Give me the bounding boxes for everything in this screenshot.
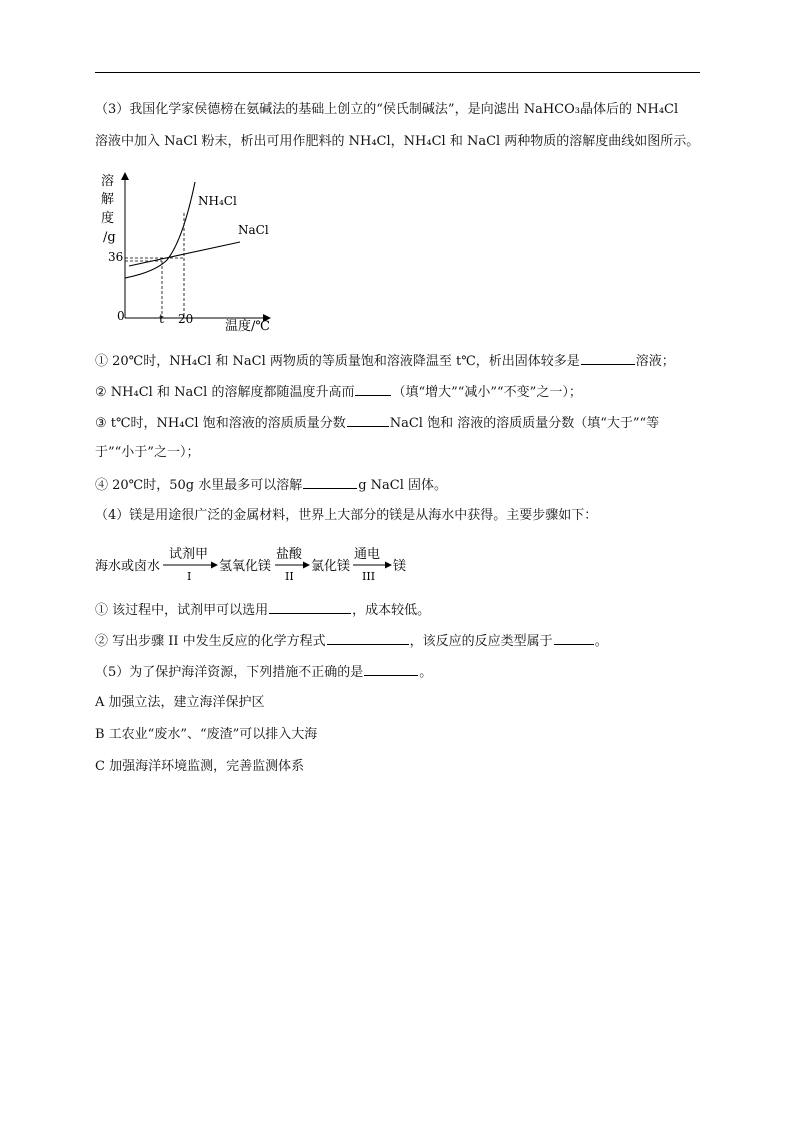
x-label: 温度/℃ (225, 319, 270, 334)
flow-reagent-3: 通电 (354, 547, 381, 562)
answer-blank-8[interactable] (364, 662, 418, 676)
magnesium-flow-diagram (95, 543, 425, 588)
flow-step-3: III (362, 570, 376, 583)
y-label-4: /g (103, 230, 116, 245)
q4-item-2-tail: 。 (594, 634, 608, 649)
q5-option-b: B 工农业“废水”、“废渣”可以排入大海 (95, 727, 318, 742)
series-nh4cl-curve (125, 182, 195, 278)
x-tick-t: t (159, 312, 164, 326)
flow-step-1: I (187, 570, 192, 583)
legend-nacl: NaCl (238, 223, 269, 237)
answer-blank-7[interactable] (554, 631, 594, 645)
flow-node-2: 氢氧化镁 (219, 559, 272, 574)
q3-item-2-text: ② NH₄Cl 和 NaCl 的溶解度都随温度升高而 (95, 385, 355, 400)
q3-item-2 (95, 382, 582, 402)
q4-item-2 (95, 631, 608, 651)
x-tick-20: 20 (178, 312, 194, 326)
q5-option-c: C 加强海洋环境监测，完善监测体系 (95, 759, 305, 774)
answer-blank-4[interactable] (303, 475, 357, 489)
answer-blank-6[interactable] (327, 631, 409, 645)
q3-item-1 (95, 351, 675, 371)
q3-intro-line1: （3）我国化学家侯德榜在氨碱法的基础上创立的“侯氏制碱法”，是向滤出 NaHCO₃晶体后的 NH₄Cl (95, 102, 679, 117)
series-nacl-curve (129, 242, 240, 266)
y-label-1: 溶 (101, 174, 115, 189)
q3-intro-line2: 溶液中加入 NaCl 粉末，析出可用作肥料的 NH₄Cl，NH₄Cl 和 NaCl 两种物质的溶解度曲线如图所示。 (95, 134, 700, 149)
answer-blank-5[interactable] (269, 600, 351, 614)
q3-item-2-tail: （填“增大”“减小”“不变”之一）； (392, 385, 582, 400)
answer-blank-1[interactable] (581, 351, 635, 365)
q3-item-3-text: ③ t℃时，NH₄Cl 饱和溶液的溶质质量分数 (95, 416, 346, 431)
solubility-chart (95, 170, 295, 340)
q3-item-1-text: ① 20℃时，NH₄Cl 和 NaCl 两物质的等质量饱和溶液降温至 t℃，析出固体较多是 (95, 354, 580, 369)
answer-blank-3[interactable] (347, 413, 389, 427)
q5-option-a: A 加强立法，建立海洋保护区 (95, 695, 265, 710)
q3-item-4 (95, 475, 447, 495)
q4-item-1-tail: ，成本较低。 (352, 603, 431, 618)
q4-item-1 (95, 600, 430, 620)
flow-node-4: 镁 (393, 559, 407, 574)
q3-item-3 (95, 413, 659, 433)
q4-item-1-text: ① 该过程中，试剂甲可以选用 (95, 603, 269, 618)
flow-node-3: 氯化镁 (311, 559, 351, 574)
q4-intro: （4）镁是用途很广泛的金属材料，世界上大部分的镁是从海水中获得。主要步骤如下： (95, 508, 598, 523)
header-rule (95, 72, 700, 73)
q4-item-2-text: ② 写出步骤 II 中发生反应的化学方程式 (95, 634, 326, 649)
flow-step-2: II (285, 570, 294, 583)
answer-blank-2[interactable] (355, 382, 391, 396)
flow-reagent-1: 试剂甲 (169, 547, 209, 562)
q4-item-2-mid: ，该反应的反应类型属于 (409, 634, 553, 649)
q3-item-3-cont: 于”“小于”之一）； (95, 445, 200, 460)
flow-reagent-2: 盐酸 (276, 547, 303, 562)
q3-item-3-tail: NaCl 饱和 溶液的溶质质量分数（填“大于”“等 (389, 416, 660, 431)
y-label-3: 度 (101, 211, 115, 226)
legend-nh4cl: NH₄Cl (198, 194, 237, 208)
y-label-2: 解 (101, 192, 115, 207)
q5-intro (95, 662, 432, 682)
q5-intro-text: （5）为了保护海洋资源，下列措施不正确的是 (95, 665, 364, 680)
q3-item-1-tail: 溶液； (635, 354, 675, 369)
flow-node-1: 海水或卤水 (95, 559, 161, 574)
q3-item-4-tail: g NaCl 固体。 (358, 478, 448, 493)
q3-item-4-text: ④ 20℃时，50g 水里最多可以溶解 (95, 478, 303, 493)
q5-intro-tail: 。 (419, 665, 433, 680)
x-tick-0: 0 (117, 309, 125, 323)
y-tick-36: 36 (108, 250, 124, 264)
